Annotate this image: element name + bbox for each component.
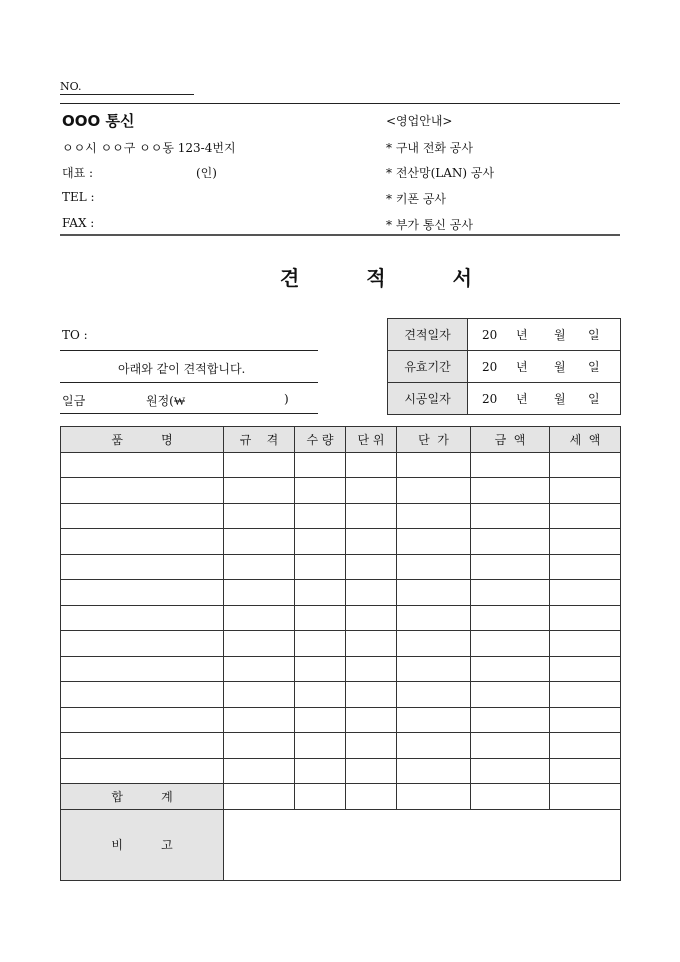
column-header: 수 량: [295, 427, 346, 453]
amount-prefix: 일금: [62, 394, 86, 408]
table-cell[interactable]: [550, 631, 621, 657]
date-value[interactable]: [468, 383, 621, 415]
table-cell[interactable]: [224, 682, 295, 708]
total-cell[interactable]: [471, 784, 550, 810]
table-cell[interactable]: [61, 605, 224, 631]
column-header: 규 격: [224, 427, 295, 453]
table-cell[interactable]: [224, 733, 295, 759]
table-cell[interactable]: [397, 452, 471, 478]
month-unit: 월: [554, 328, 566, 342]
total-cell[interactable]: [295, 784, 346, 810]
table-cell[interactable]: [346, 605, 397, 631]
table-cell[interactable]: [295, 478, 346, 504]
table-cell[interactable]: [295, 682, 346, 708]
table-row: [61, 758, 621, 784]
estimate-notice: 아래와 같이 견적합니다.: [118, 362, 246, 376]
table-cell[interactable]: [61, 707, 224, 733]
table-cell[interactable]: [471, 478, 550, 504]
table-cell[interactable]: [397, 529, 471, 555]
amount-close: ): [284, 392, 289, 406]
table-cell[interactable]: [295, 529, 346, 555]
representative-label: 대표 :: [62, 166, 94, 180]
table-cell[interactable]: [550, 478, 621, 504]
to-label: TO :: [62, 328, 88, 342]
no-label: NO.: [60, 80, 82, 93]
table-cell[interactable]: [224, 631, 295, 657]
table-cell[interactable]: [295, 758, 346, 784]
table-cell[interactable]: [397, 580, 471, 606]
total-cell[interactable]: [346, 784, 397, 810]
table-cell[interactable]: [224, 758, 295, 784]
day-unit: 일: [588, 392, 600, 406]
table-row: [61, 529, 621, 555]
table-row: [61, 503, 621, 529]
table-cell[interactable]: [346, 529, 397, 555]
table-cell[interactable]: [397, 682, 471, 708]
table-cell[interactable]: [346, 758, 397, 784]
table-cell[interactable]: [471, 733, 550, 759]
table-cell[interactable]: [471, 605, 550, 631]
table-cell[interactable]: [397, 503, 471, 529]
table-cell[interactable]: [550, 452, 621, 478]
column-header: 금 액: [471, 427, 550, 453]
table-cell[interactable]: [61, 554, 224, 580]
items-table: [60, 426, 621, 881]
year-unit: 년: [516, 360, 528, 374]
table-row: [61, 682, 621, 708]
table-cell[interactable]: [550, 733, 621, 759]
table-cell[interactable]: [550, 580, 621, 606]
table-row: [61, 656, 621, 682]
table-cell[interactable]: [397, 707, 471, 733]
total-row: [61, 784, 621, 810]
table-cell[interactable]: [471, 580, 550, 606]
table-cell[interactable]: [61, 631, 224, 657]
table-cell[interactable]: [224, 605, 295, 631]
top-divider: [60, 103, 620, 104]
document-title: 견 적 서: [280, 266, 502, 290]
table-cell[interactable]: [550, 682, 621, 708]
table-header-row: [61, 427, 621, 453]
services-title: <영업안내>: [386, 114, 453, 128]
amount-suffix: 원정(₩: [146, 394, 186, 408]
fax-label: FAX :: [62, 216, 95, 230]
total-label: 합 계: [61, 784, 224, 810]
table-cell[interactable]: [61, 682, 224, 708]
table-cell[interactable]: [295, 580, 346, 606]
month-unit: 월: [554, 392, 566, 406]
table-cell[interactable]: [346, 503, 397, 529]
service-item: * 부가 통신 공사: [386, 218, 473, 232]
table-cell[interactable]: [295, 554, 346, 580]
table-cell[interactable]: [295, 707, 346, 733]
total-cell[interactable]: [397, 784, 471, 810]
table-cell[interactable]: [471, 707, 550, 733]
table-row: [61, 733, 621, 759]
table-cell[interactable]: [224, 656, 295, 682]
table-cell[interactable]: [550, 656, 621, 682]
amount-line: [60, 413, 318, 414]
table-cell[interactable]: [346, 656, 397, 682]
table-cell[interactable]: [224, 478, 295, 504]
table-cell[interactable]: [397, 478, 471, 504]
table-cell[interactable]: [550, 707, 621, 733]
total-cell[interactable]: [550, 784, 621, 810]
column-header: 품 명: [61, 427, 224, 453]
table-cell[interactable]: [471, 554, 550, 580]
date-value[interactable]: [468, 351, 621, 383]
company-name: ООО 통신: [62, 112, 135, 130]
to-line: [60, 350, 318, 351]
date-row: [388, 383, 621, 415]
table-cell[interactable]: [295, 656, 346, 682]
remarks-label: 비 고: [61, 809, 224, 880]
table-cell[interactable]: [61, 478, 224, 504]
table-cell[interactable]: [471, 682, 550, 708]
company-address: ㅇㅇ시 ㅇㅇ구 ㅇㅇ동 123-4번지: [62, 141, 236, 155]
total-cell[interactable]: [224, 784, 295, 810]
table-cell[interactable]: [550, 503, 621, 529]
table-cell[interactable]: [61, 503, 224, 529]
date-label: 유효기간: [388, 351, 468, 383]
table-cell[interactable]: [550, 529, 621, 555]
table-cell[interactable]: [61, 758, 224, 784]
date-label: 견적일자: [388, 319, 468, 351]
year-unit: 년: [516, 392, 528, 406]
year-unit: 년: [516, 328, 528, 342]
table-cell[interactable]: [550, 758, 621, 784]
table-row: [61, 707, 621, 733]
table-cell[interactable]: [346, 554, 397, 580]
table-cell[interactable]: [346, 452, 397, 478]
year-prefix: 20: [482, 328, 498, 342]
table-cell[interactable]: [471, 656, 550, 682]
header-divider: [60, 234, 620, 236]
table-row: [61, 452, 621, 478]
table-cell[interactable]: [224, 580, 295, 606]
table-row: [61, 605, 621, 631]
service-item: * 구내 전화 공사: [386, 141, 473, 155]
table-cell[interactable]: [471, 631, 550, 657]
table-cell[interactable]: [295, 631, 346, 657]
date-row: [388, 351, 621, 383]
table-cell[interactable]: [295, 503, 346, 529]
remarks-row: [61, 809, 621, 880]
column-header: 단 가: [397, 427, 471, 453]
notice-line: [60, 382, 318, 383]
service-item: * 전산망(LAN) 공사: [386, 166, 495, 180]
column-header: 세 액: [550, 427, 621, 453]
table-cell[interactable]: [346, 580, 397, 606]
table-cell[interactable]: [61, 529, 224, 555]
table-cell[interactable]: [471, 758, 550, 784]
table-cell[interactable]: [224, 503, 295, 529]
table-cell[interactable]: [61, 580, 224, 606]
tel-label: TEL :: [62, 190, 95, 204]
table-cell[interactable]: [550, 554, 621, 580]
no-field-line: [60, 94, 194, 95]
table-row: [61, 580, 621, 606]
table-cell[interactable]: [471, 503, 550, 529]
table-row: [61, 554, 621, 580]
table-cell[interactable]: [550, 605, 621, 631]
date-row: [388, 319, 621, 351]
remarks-cell[interactable]: [224, 809, 621, 880]
date-label: 시공일자: [388, 383, 468, 415]
table-cell[interactable]: [295, 452, 346, 478]
day-unit: 일: [588, 328, 600, 342]
table-row: [61, 631, 621, 657]
table-cell[interactable]: [397, 733, 471, 759]
table-cell[interactable]: [471, 529, 550, 555]
column-header: 단 위: [346, 427, 397, 453]
date-info-table: [387, 318, 621, 415]
table-cell[interactable]: [224, 529, 295, 555]
table-cell[interactable]: [471, 452, 550, 478]
table-cell[interactable]: [346, 733, 397, 759]
month-unit: 월: [554, 360, 566, 374]
table-cell[interactable]: [397, 631, 471, 657]
table-cell[interactable]: [346, 682, 397, 708]
table-cell[interactable]: [397, 605, 471, 631]
table-cell[interactable]: [295, 733, 346, 759]
table-cell[interactable]: [346, 631, 397, 657]
table-cell[interactable]: [397, 758, 471, 784]
seal-mark: (인): [196, 166, 217, 180]
year-prefix: 20: [482, 360, 498, 374]
table-cell[interactable]: [295, 605, 346, 631]
year-prefix: 20: [482, 392, 498, 406]
table-cell[interactable]: [61, 452, 224, 478]
table-cell[interactable]: [61, 656, 224, 682]
service-item: * 키폰 공사: [386, 192, 446, 206]
table-cell[interactable]: [397, 656, 471, 682]
day-unit: 일: [588, 360, 600, 374]
table-cell[interactable]: [397, 554, 471, 580]
date-value[interactable]: [468, 319, 621, 351]
table-cell[interactable]: [224, 452, 295, 478]
table-cell[interactable]: [346, 707, 397, 733]
table-cell[interactable]: [224, 554, 295, 580]
table-row: [61, 478, 621, 504]
table-cell[interactable]: [224, 707, 295, 733]
table-cell[interactable]: [61, 733, 224, 759]
table-cell[interactable]: [346, 478, 397, 504]
